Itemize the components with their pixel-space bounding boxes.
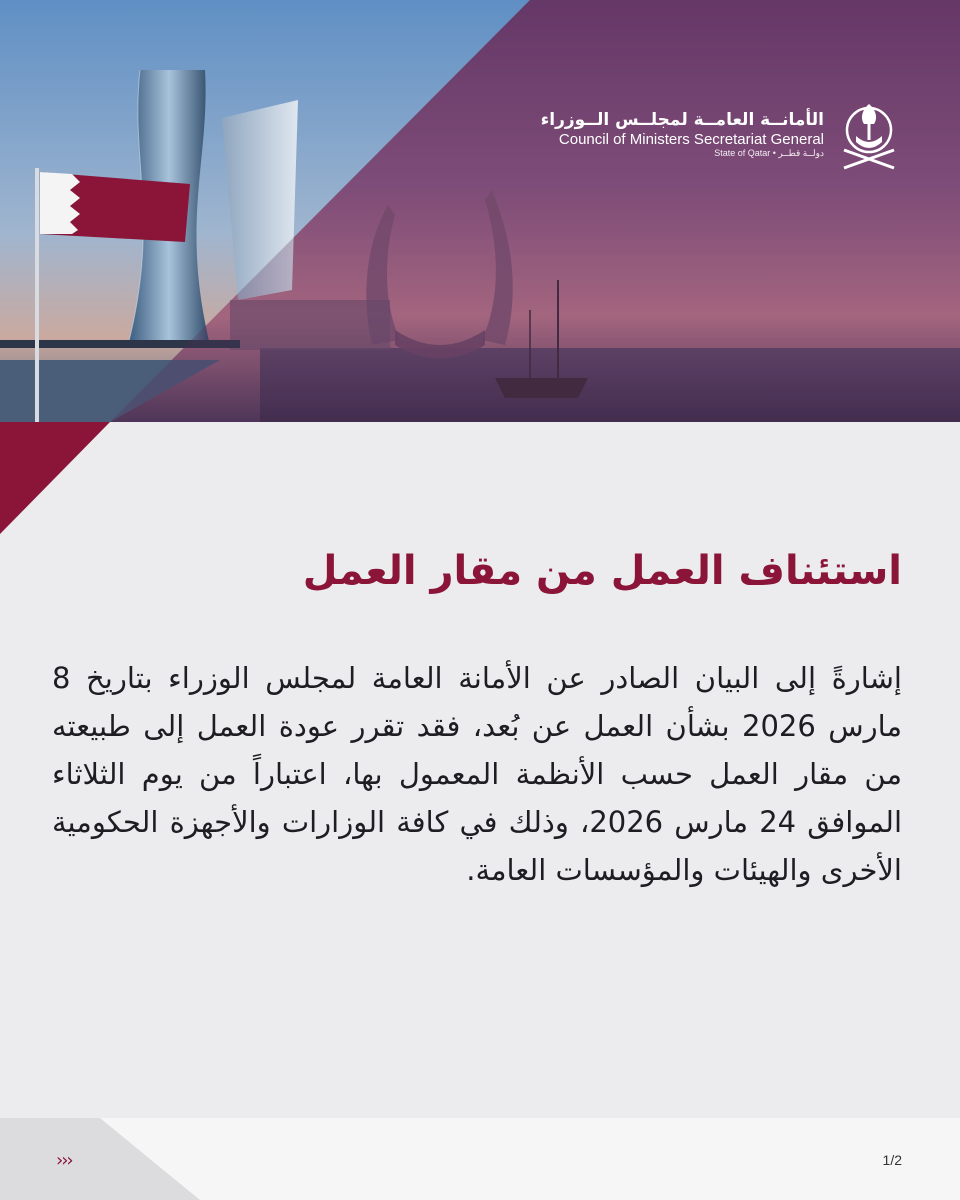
triple-chevron-right-icon[interactable]: ››› [56, 1150, 72, 1171]
brand-name-english: Council of Ministers Secretariat General [558, 130, 824, 148]
hero-skyline-illustration [0, 0, 960, 422]
qatar-emblem-icon [838, 96, 900, 174]
footer-band [0, 1118, 960, 1200]
brand-subtitle: State of Qatar • دولــة قطــر [714, 148, 824, 159]
page-title: استئناف العمل من مقار العمل [302, 548, 902, 594]
page-indicator: 1/2 [882, 1152, 902, 1168]
diagonal-accent [0, 422, 110, 534]
hero-image [0, 0, 960, 422]
announcement-body: إشارةً إلى البيان الصادر عن الأمانة العامة لمجلس الوزراء بتاريخ 8 مارس 2026 بشأن العمل عن بُعد، فقد تقرر عودة العمل إلى طبيعته من مقار العمل حسب الأنظمة المعمول بها، اعتباراً من يوم الثلاثاء الموافق 24 مارس 2026، وذلك في كافة الوزارات والأجهزة الحكومية الأخرى والهيئات والمؤسسات العامة. [52, 661, 902, 887]
brand-text [541, 111, 824, 158]
brand-logo [541, 96, 900, 174]
brand-name-arabic: الأمانــة العامــة لمجلــس الــوزراء [540, 110, 824, 131]
